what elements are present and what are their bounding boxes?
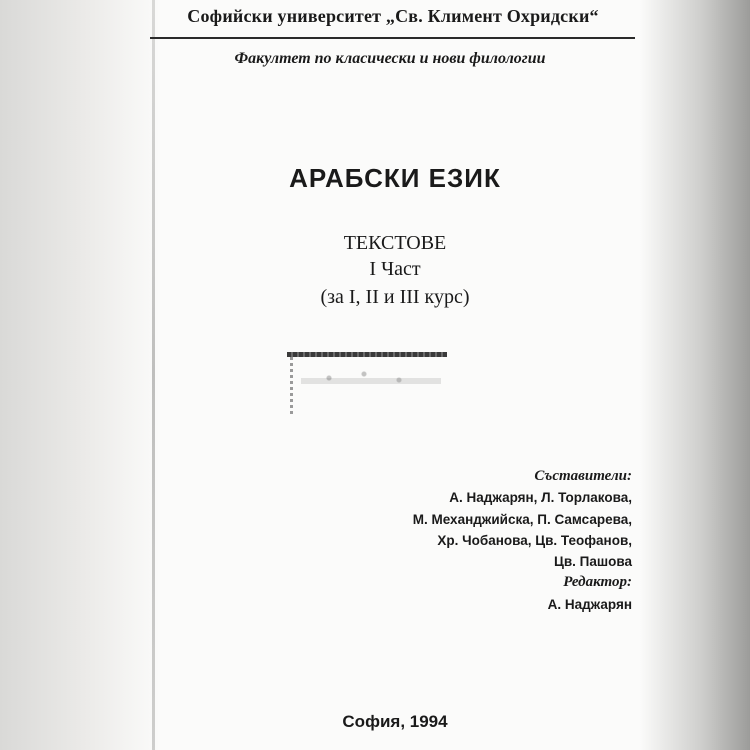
university-name: Софийски университет „Св. Климент Охридски“ <box>187 6 599 26</box>
scan-shadow-left <box>0 0 160 750</box>
stamp-illegible-text <box>301 362 441 402</box>
place-and-year: София, 1994 <box>342 712 448 731</box>
book-title: АРАБСКИ ЕЗИК <box>289 163 501 193</box>
editor-name: А. Наджарян <box>547 596 632 612</box>
scan-shadow-right <box>640 0 750 750</box>
compilers-label: Съставители: <box>534 468 632 484</box>
faculty-name: Факултет по класически и нови филологии <box>234 50 546 67</box>
subtitle-part: I Част <box>369 258 421 280</box>
editor-label: Редактор: <box>563 574 632 591</box>
compilers-line-3: Хр. Чобанова, Цв. Теофанов, <box>437 532 632 548</box>
library-stamp <box>287 352 447 418</box>
compilers-line-2: М. Механджийска, П. Самсарева, <box>412 511 632 527</box>
compilers-line-1: А. Наджарян, Л. Торлакова, <box>449 490 632 506</box>
stamp-top-border <box>287 352 447 357</box>
header-rule <box>150 37 635 39</box>
stamp-left-border <box>290 357 293 415</box>
compilers-line-4: Цв. Пашова <box>553 554 632 570</box>
subtitle-courses: (за I, II и III курс) <box>320 286 470 308</box>
credits-block <box>330 466 632 615</box>
subtitle-texts: ТЕКСТОВЕ <box>343 232 447 254</box>
binding-edge <box>152 0 155 750</box>
